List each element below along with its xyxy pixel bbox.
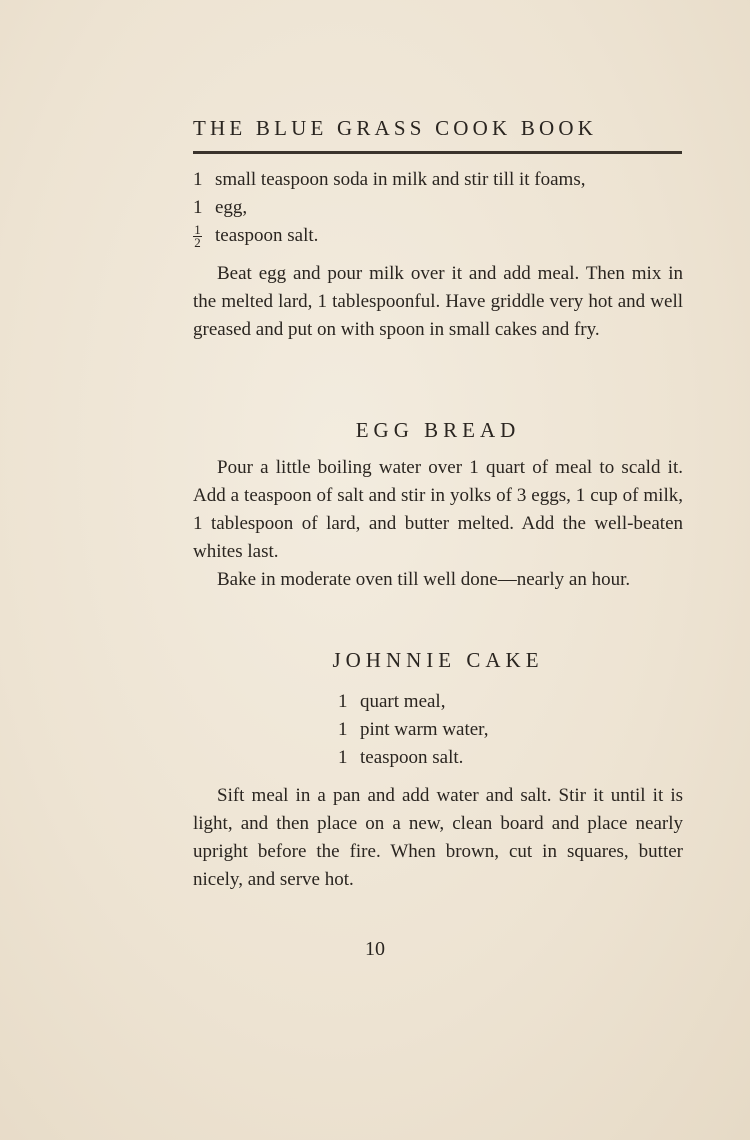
ingredient-line (338, 688, 489, 716)
ingredient-text: egg, (215, 197, 248, 218)
ingredient-line (193, 194, 683, 222)
ingredient-line (338, 716, 489, 744)
ingredient-qty: 1 (193, 169, 203, 190)
johnnie-cake-body (193, 782, 683, 894)
egg-bread-body (193, 454, 683, 594)
running-head: THE BLUE GRASS COOK BOOK (193, 116, 598, 140)
ingredient-text: small teaspoon soda in milk and stir till it foams, (215, 169, 586, 190)
header-rule (193, 151, 682, 154)
paragraph-text: Beat egg and pour milk over it and add meal. Then mix in the melted lard, 1 tablespoonful. Have griddle very hot and well greased and put on with spoon in small cakes and fry. (193, 263, 683, 340)
ingredient-line (338, 744, 489, 772)
top-paragraph (193, 260, 683, 344)
fraction-denominator: 2 (194, 235, 201, 251)
egg-bread-title: EGG BREAD (355, 418, 521, 442)
ingredient-text: pint warm water, (360, 719, 489, 740)
ingredient-line (193, 166, 683, 194)
johnnie-cake-title: JOHNNIE CAKE (332, 648, 544, 672)
page-number: 10 (365, 938, 385, 960)
ingredient-qty: 1 (338, 747, 348, 768)
paragraph-text: Pour a little boiling water over 1 quart of meal to scald it. Add a teaspoon of salt and stir in yolks of 3 eggs, 1 cup of milk, 1 tablespoon of lard, and butter melted. Add the well-beaten whites last. (193, 457, 683, 562)
ingredient-text: teaspoon salt. (215, 225, 319, 246)
ingredient-line (193, 222, 683, 250)
ingredient-qty: 1 (338, 691, 348, 712)
fraction-numerator: 1 (194, 222, 201, 238)
ingredient-qty: 1 (193, 197, 203, 218)
ingredient-text: quart meal, (360, 691, 446, 712)
ingredient-qty: 1 (338, 719, 348, 740)
fraction-qty (193, 224, 215, 249)
top-ingredient-list (193, 166, 683, 250)
johnnie-cake-ingredients (338, 688, 489, 772)
paragraph-text: Sift meal in a pan and add water and salt. Stir it until it is light, and then place on a new, clean board and place nearly upright before the fire. When brown, cut in squares, butter nicely, and serve hot. (193, 785, 683, 890)
ingredient-text: teaspoon salt. (360, 747, 464, 768)
paragraph-text: Bake in moderate oven till well done—nearly an hour. (217, 569, 631, 590)
